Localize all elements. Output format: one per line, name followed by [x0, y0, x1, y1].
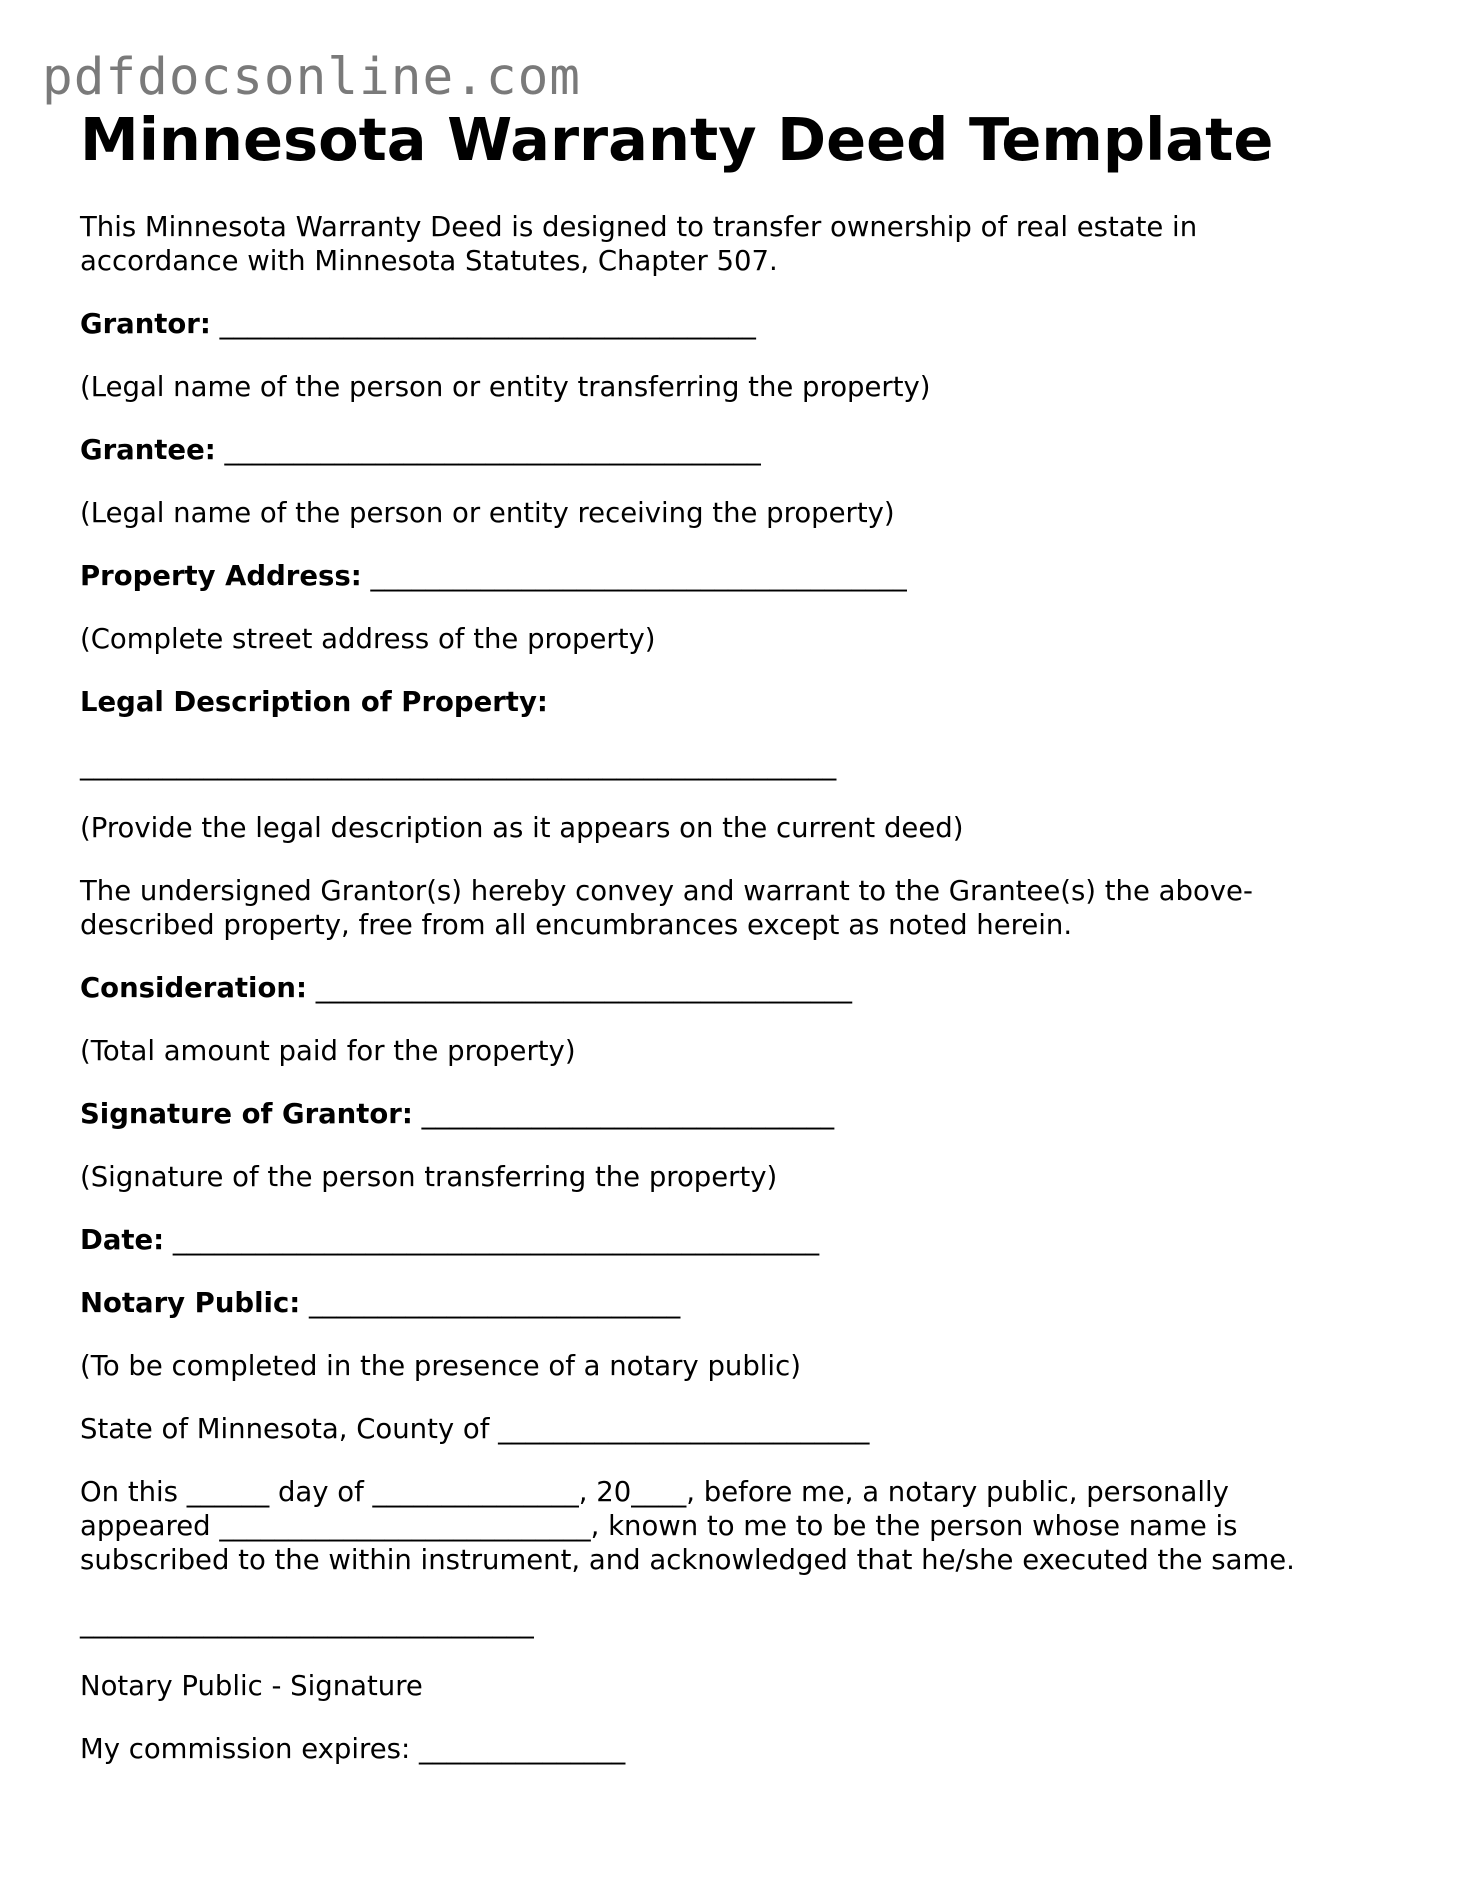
acknowledgment-paragraph: On this ______ day of _______________, 20____, before me, a notary public, personally appeared ___________________________, known to me to be the person whose name is subscribed to the within instrument, and acknowledged that he/she executed the same. — [80, 1476, 1295, 1576]
property-address-label: Property Address: — [80, 560, 362, 592]
notary-public-hint: (To be completed in the presence of a notary public) — [80, 1350, 801, 1382]
grantee-blank: _______________________________________ — [215, 434, 761, 466]
date-blank: _______________________________________________ — [164, 1224, 820, 1256]
date-field — [80, 1223, 1400, 1257]
commission-expires: My commission expires: _______________ — [80, 1733, 626, 1765]
legal-description-field — [80, 685, 1400, 719]
property-address-hint: (Complete street address of the property) — [80, 623, 656, 655]
grantor-signature-hint: (Signature of the person transferring the property) — [80, 1161, 778, 1193]
intro-paragraph: This Minnesota Warranty Deed is designed to transfer ownership of real estate in accordance with Minnesota Statutes, Chapter 507. — [80, 211, 1198, 277]
county-line: State of Minnesota, County of ___________________________ — [80, 1413, 870, 1445]
notary-public-field — [80, 1286, 1400, 1320]
notary-public-label: Notary Public: — [80, 1287, 301, 1319]
legal-description-hint: (Provide the legal description as it appears on the current deed) — [80, 812, 964, 844]
property-address-blank: _______________________________________ — [361, 560, 907, 592]
grantor-signature-label: Signature of Grantor: — [80, 1098, 413, 1130]
grantee-field — [80, 433, 1400, 467]
date-label: Date: — [80, 1224, 165, 1256]
grantor-blank: _______________________________________ — [210, 308, 756, 340]
legal-description-blank: _______________________________________________________ — [80, 749, 837, 781]
notary-signature-blank: _________________________________ — [80, 1607, 534, 1639]
consideration-blank: _______________________________________ — [306, 972, 852, 1004]
watermark: pdfdocsonline.com — [42, 48, 581, 107]
notary-signature-label: Notary Public - Signature — [80, 1670, 423, 1702]
grantor-hint: (Legal name of the person or entity transferring the property) — [80, 371, 931, 403]
grantee-label: Grantee: — [80, 434, 216, 466]
grantee-hint: (Legal name of the person or entity receiving the property) — [80, 497, 895, 529]
property-address-field — [80, 559, 1400, 593]
document-title: Minnesota Warranty Deed Template — [80, 105, 1274, 174]
document-body — [80, 100, 1400, 1766]
grantor-signature-blank: ______________________________ — [412, 1098, 835, 1130]
conveyance-paragraph: The undersigned Grantor(s) hereby convey and warrant to the Grantee(s) the above- described property, free from all encumbrances except as noted herein. — [80, 875, 1253, 941]
grantor-signature-field — [80, 1097, 1400, 1131]
grantor-label: Grantor: — [80, 308, 211, 340]
consideration-field — [80, 971, 1400, 1005]
notary-public-blank: ___________________________ — [300, 1287, 681, 1319]
grantor-field — [80, 307, 1400, 341]
consideration-label: Consideration: — [80, 972, 307, 1004]
consideration-hint: (Total amount paid for the property) — [80, 1035, 576, 1067]
legal-description-label: Legal Description of Property: — [80, 686, 548, 718]
